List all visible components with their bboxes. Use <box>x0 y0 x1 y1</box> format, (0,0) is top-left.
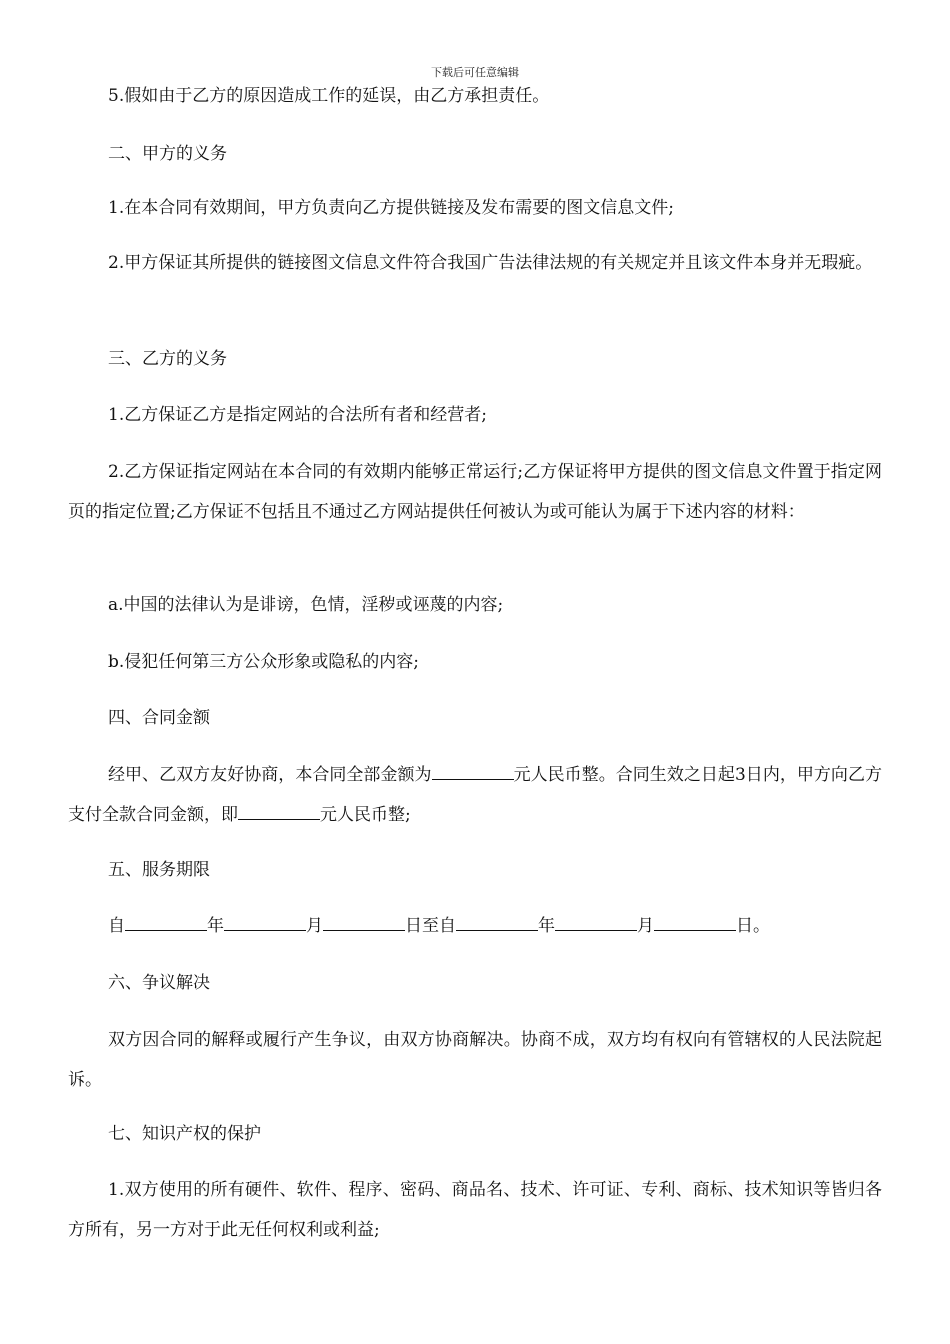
end-month-blank[interactable] <box>555 913 637 931</box>
amount-text-2: 元人民币整。合同生效之日起3日内，甲方向乙方支付全款合同金额，即 <box>68 765 882 825</box>
paragraph-contract-amount <box>68 755 882 835</box>
end-day-blank[interactable] <box>654 913 736 931</box>
date-from-label: 自 <box>108 916 125 936</box>
paragraph-party-a-guarantee: 2.甲方保证其所提供的链接图文信息文件符合我国广告法律法规的有关规定并且该文件本身并无瑕疵。 <box>108 253 873 273</box>
section-heading-service-period: 五、服务期限 <box>108 860 210 880</box>
paragraph-party-b-guarantee: 2.乙方保证指定网站在本合同的有效期内能够正常运行;乙方保证将甲方提供的图文信息文件置于指定网页的指定位置;乙方保证不包括且不通过乙方网站提供任何被认为或可能认为属于下述内容的材料： <box>68 462 882 522</box>
day-to-from-label: 日至自 <box>405 916 456 936</box>
paragraph-party-b-ownership: 1.乙方保证乙方是指定网站的合法所有者和经营者; <box>108 405 487 425</box>
paragraph-delay-responsibility: 5.假如由于乙方的原因造成工作的延误，由乙方承担责任。 <box>108 86 550 106</box>
paragraph-ip-ownership: 1.双方使用的所有硬件、软件、程序、密码、商品名、技术、许可证、专利、商标、技术知识等皆归各方所有，另一方对于此无任何权利或利益; <box>68 1180 882 1240</box>
section-heading-dispute-resolution: 六、争议解决 <box>108 973 210 993</box>
section-heading-ip-protection: 七、知识产权的保护 <box>108 1124 261 1144</box>
start-month-blank[interactable] <box>224 913 306 931</box>
section-heading-party-b-obligations: 三、乙方的义务 <box>108 349 227 369</box>
list-item-privacy: b.侵犯任何第三方公众形象或隐私的内容; <box>108 652 420 672</box>
day-label-2: 日。 <box>736 916 770 936</box>
year-label-2: 年 <box>538 916 555 936</box>
section-heading-contract-amount: 四、合同金额 <box>108 708 210 728</box>
paragraph-service-period-dates <box>68 906 882 946</box>
month-label-1: 月 <box>306 916 323 936</box>
section-heading-party-a-obligations: 二、甲方的义务 <box>108 144 227 164</box>
amount-text-3: 元人民币整; <box>320 805 411 825</box>
start-day-blank[interactable] <box>323 913 405 931</box>
amount-text-1: 经甲、乙双方友好协商，本合同全部金额为 <box>108 765 432 785</box>
paragraph-party-a-provide-files: 1.在本合同有效期间，甲方负责向乙方提供链接及发布需要的图文信息文件; <box>108 198 674 218</box>
list-item-defamation: a.中国的法律认为是诽谤，色情，淫秽或诬蔑的内容; <box>108 595 504 615</box>
watermark-header: 下载后可任意编辑 <box>431 66 519 79</box>
year-label-1: 年 <box>207 916 224 936</box>
start-year-blank[interactable] <box>125 913 207 931</box>
amount-payment-blank[interactable] <box>238 802 320 820</box>
month-label-2: 月 <box>637 916 654 936</box>
end-year-blank[interactable] <box>456 913 538 931</box>
paragraph-dispute-resolution: 双方因合同的解释或履行产生争议，由双方协商解决。协商不成，双方均有权向有管辖权的人民法院起诉。 <box>68 1030 882 1090</box>
amount-total-blank[interactable] <box>432 762 514 780</box>
